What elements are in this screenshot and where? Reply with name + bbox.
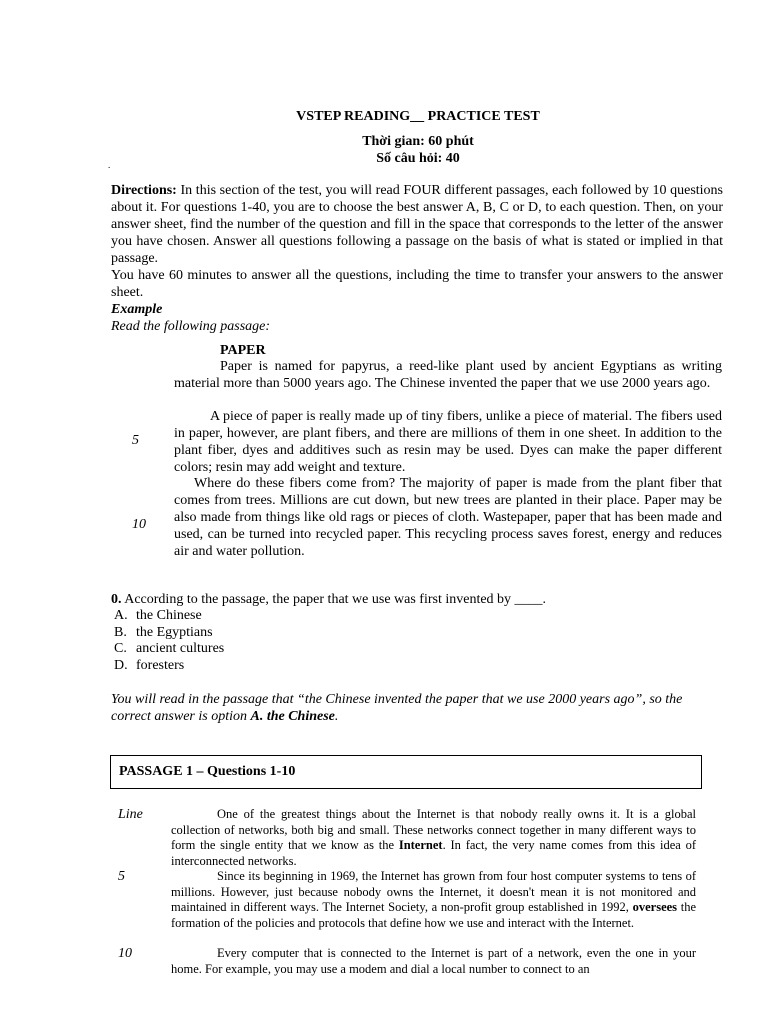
page-title: VSTEP READING__ PRACTICE TEST bbox=[296, 109, 540, 124]
example-paragraph-3: Where do these fibers come from? The majority of paper is made from the plant fiber that comes from trees. Millions are cut down, but new trees are planted in their place. Paper may be also made from things like old rags or pieces of cloth. Wastepaper, paper that has been made and used, can be turned into recycled paper. This recycling process saves forest, energy and reduces air and water pollution. bbox=[174, 476, 722, 559]
line-number-5: 5 bbox=[132, 433, 139, 448]
stray-dot: . bbox=[108, 160, 111, 170]
line-label: Line bbox=[118, 807, 143, 822]
option-letter: A. bbox=[114, 608, 128, 623]
correct-answer: A. the Chinese bbox=[250, 709, 335, 724]
question-number: 0. bbox=[111, 592, 122, 607]
option-text: ancient cultures bbox=[136, 641, 225, 656]
passage-1-paragraph-1 bbox=[171, 807, 696, 869]
option-text: the Chinese bbox=[136, 608, 202, 623]
line-number-5: 5 bbox=[118, 869, 125, 884]
p2-text: Since its beginning in 1969, the Internet has grown from four host computer systems to tens of millions. However, just because nobody owns the Internet, it doesn't mean it is not monitored and maintained in different ways. The Internet Society, a non-profit group established in 1992, bbox=[171, 869, 696, 914]
example-instruction: Read the following passage: bbox=[111, 319, 271, 334]
explanation-text: You will read in the passage that “the Chinese invented the paper that we use 2000 years ago”, so the correct answer is option bbox=[111, 692, 683, 724]
time-note: You have 60 minutes to answer all the questions, including the time to transfer your answers to the answer sheet. bbox=[111, 268, 723, 300]
p2-bold-term: oversees bbox=[632, 900, 678, 914]
example-paragraph-2: A piece of paper is really made up of tiny fibers, unlike a piece of material. The fibers used in paper, however, are plant fibers, and there are millions of them in one sheet. In addition to the plant fiber, dyes and additives such as resin may be used. Dyes can make the paper different colors; resin may add weight and texture. bbox=[174, 409, 722, 475]
option-letter: C. bbox=[114, 641, 127, 656]
option-d bbox=[114, 658, 184, 675]
option-letter: D. bbox=[114, 657, 128, 673]
p2-text-end: the formation of the policies and protocols that define how we use and interact with the Internet. bbox=[171, 900, 697, 930]
directions-label: Directions: bbox=[111, 183, 177, 198]
question-count: Số câu hỏi: 40 bbox=[376, 151, 460, 166]
passage-title: PAPER bbox=[220, 343, 266, 358]
p1-bold-term: Internet bbox=[398, 838, 443, 852]
passage-1-heading-box bbox=[110, 755, 702, 789]
passage-1-paragraph-3: Every computer that is connected to the Internet is part of a network, even the one in your home. For example, you may use a modem and dial a local number to connect to an bbox=[171, 946, 696, 976]
directions bbox=[111, 182, 723, 267]
example-label: Example bbox=[111, 302, 163, 317]
option-letter: B. bbox=[114, 624, 127, 640]
p1-text-end: . In fact, the very name comes from this idea of interconnected networks. bbox=[171, 838, 696, 868]
example-question bbox=[111, 591, 546, 608]
p1-text: One of the greatest things about the Internet is that nobody really owns it. It is a global collection of networks, both big and small. These networks connect together in many different ways to form the single entity that we know as the bbox=[171, 807, 696, 852]
option-text: foresters bbox=[136, 657, 185, 673]
example-paragraph-1: Paper is named for papyrus, a reed-like plant used by ancient Egyptians as writing material more than 5000 years ago. The Chinese invented the paper that we use 2000 years ago. bbox=[174, 359, 722, 391]
time-limit: Thời gian: 60 phút bbox=[362, 134, 474, 149]
option-text: the Egyptians bbox=[136, 624, 213, 640]
passage-1-paragraph-2 bbox=[171, 869, 696, 931]
example-explanation bbox=[111, 691, 723, 725]
line-number-10: 10 bbox=[132, 517, 146, 532]
directions-text: In this section of the test, you will read FOUR different passages, each followed by 10 questions about it. For questions 1-40, you are to choose the best answer A, B, C or D, to each question. Then, on your answer sheet, find the number of the question and fill in the space that corresponds to the letter of the answer you have chosen. Answer all questions following a passage on the basis of what is stated or implied in that passage. bbox=[111, 183, 723, 266]
option-c bbox=[114, 641, 224, 658]
passage-1-heading: PASSAGE 1 – Questions 1-10 bbox=[119, 764, 296, 779]
option-b bbox=[114, 625, 213, 642]
explanation-period: . bbox=[334, 709, 339, 724]
option-a bbox=[114, 608, 202, 625]
question-text: According to the passage, the paper that we use was first invented by ____. bbox=[124, 592, 547, 607]
line-number-10: 10 bbox=[118, 946, 132, 961]
